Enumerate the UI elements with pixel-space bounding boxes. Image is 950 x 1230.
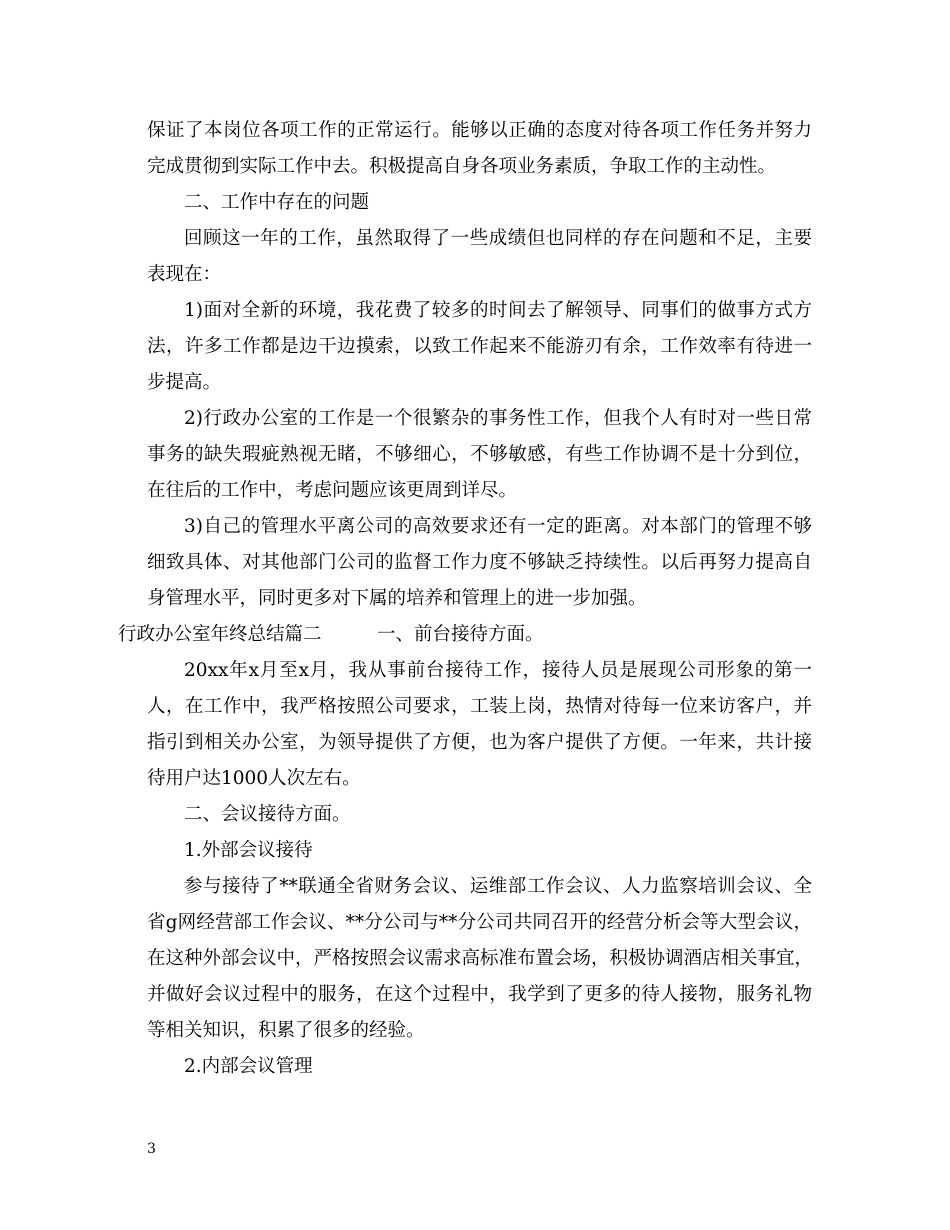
paragraph-line: 参与接待了**联通全省财务会议、运维部工作会议、人力监察培训会议、全 bbox=[184, 876, 812, 897]
paragraph-line: 指引到相关办公室，为领导提供了方便，也为客户提供了方便。一年来，共计接 bbox=[147, 732, 812, 753]
paragraph-line: 人，在工作中，我严格按照公司要求，工装上岗，热情对待每一位来访客户，并 bbox=[147, 696, 812, 717]
paragraph-line: 待用户达1000人次左右。 bbox=[147, 768, 361, 789]
paragraph-line: 表现在： bbox=[147, 264, 222, 285]
list-item-line: 细致具体、对其他部门公司的监督工作力度不够缺乏持续性。以后再努力提高自 bbox=[147, 552, 812, 573]
list-item-line: 步提高。 bbox=[147, 372, 222, 393]
paragraph-line: 并做好会议过程中的服务，在这个过程中，我学到了更多的待人接物，服务礼物 bbox=[147, 984, 812, 1005]
page-number: 3 bbox=[147, 1141, 156, 1157]
paragraph-line: 20xx年x月至x月，我从事前台接待工作，接待人员是展现公司形象的第一 bbox=[184, 660, 812, 681]
list-item-line: 身管理水平，同时更多对下属的培养和管理上的进一步加强。 bbox=[147, 588, 647, 609]
paragraph-line: 在这种外部会议中，严格按照会议需求高标准布置会场，积极协调酒店相关事宜， bbox=[147, 948, 814, 969]
list-item-line: 2)行政办公室的工作是一个很繁杂的事务性工作，但我个人有时对一些日常 bbox=[184, 408, 812, 429]
list-item-line: 1)面对全新的环境，我花费了较多的时间去了解领导、同事们的做事方式方 bbox=[184, 300, 812, 321]
list-item-line: 3)自己的管理水平离公司的高效要求还有一定的距离。对本部门的管理不够 bbox=[184, 516, 812, 537]
subsection-heading: 1.外部会议接待 bbox=[184, 840, 313, 861]
article-heading: 行政办公室年终总结篇二 一、前台接待方面。 bbox=[118, 624, 544, 645]
subsection-heading: 2.内部会议管理 bbox=[184, 1056, 313, 1077]
section-heading: 二、工作中存在的问题 bbox=[184, 192, 370, 213]
list-item-line: 事务的缺失瑕疵熟视无睹，不够细心，不够敏感，有些工作协调不是十分到位， bbox=[147, 444, 812, 465]
paragraph-line: 省g网经营部工作会议、**分公司与**分公司共同召开的经营分析会等大型会议， bbox=[147, 912, 812, 933]
paragraph-line: 完成贯彻到实际工作中去。积极提高自身各项业务素质，争取工作的主动性。 bbox=[147, 156, 777, 177]
paragraph-line: 保证了本岗位各项工作的正常运行。能够以正确的态度对待各项工作任务并努力 bbox=[147, 120, 812, 141]
section-heading: 二、会议接待方面。 bbox=[184, 804, 351, 825]
paragraph-line: 回顾这一年的工作，虽然取得了一些成绩但也同样的存在问题和不足，主要 bbox=[184, 228, 812, 249]
list-item-line: 在往后的工作中，考虑问题应该更周到详尽。 bbox=[147, 480, 518, 501]
list-item-line: 法，许多工作都是边干边摸索，以致工作起来不能游刃有余，工作效率有待进一 bbox=[147, 336, 812, 357]
paragraph-line: 等相关知识，积累了很多的经验。 bbox=[147, 1020, 425, 1041]
